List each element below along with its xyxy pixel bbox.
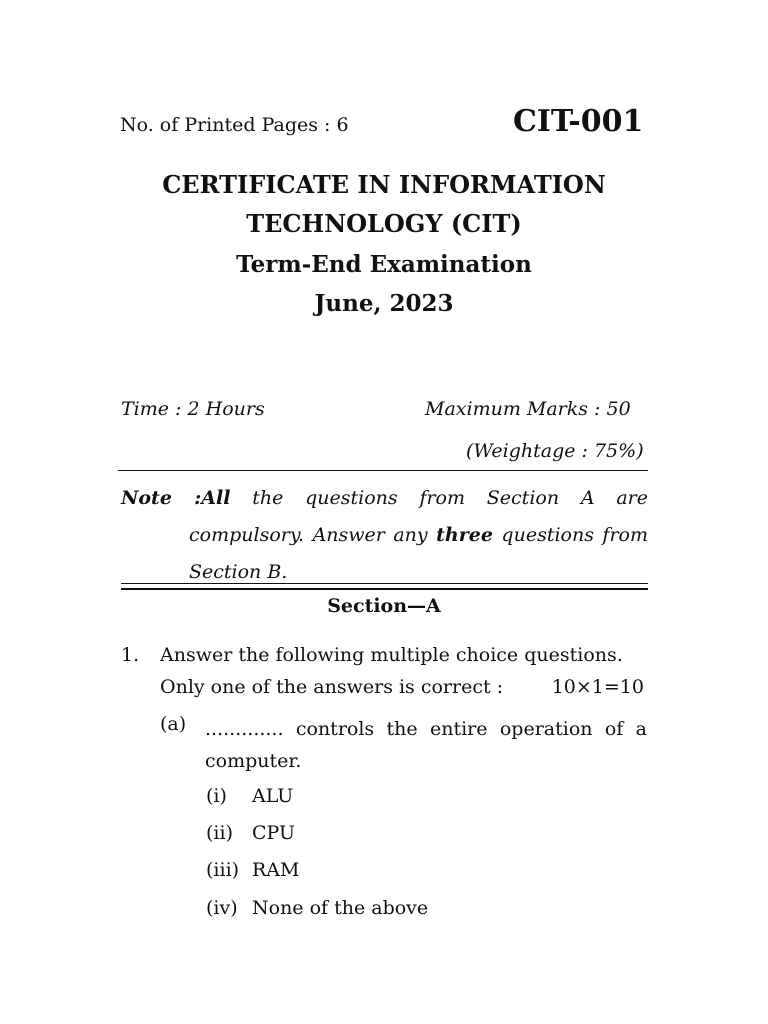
option-number: (iii) <box>206 859 240 881</box>
divider-double-thin <box>121 583 648 584</box>
note-text-2: questions from Section B. <box>189 524 649 583</box>
question-text-line-1: Answer the following multiple choice questions. <box>160 644 623 666</box>
question-number: 1. <box>121 644 140 666</box>
question-marks: 10×1=10 <box>551 676 644 698</box>
option-text: ALU <box>252 785 294 807</box>
note-emphasis-all: All <box>201 487 231 509</box>
option-text: None of the above <box>252 897 429 919</box>
question-instruction: Only one of the answers is correct : <box>160 676 504 698</box>
exam-name: Term-End Examination <box>236 251 532 278</box>
subquestion-label: (a) <box>160 713 187 735</box>
option-number: (iv) <box>206 897 238 919</box>
subquestion-text: ............. controls the entire operation of a computer. <box>205 718 647 772</box>
note-text-1: the questions from Section A are compulsory. Answer any <box>189 487 648 546</box>
option-text: RAM <box>252 859 300 881</box>
printed-pages: No. of Printed Pages : 6 <box>120 114 349 136</box>
course-code: CIT-001 <box>513 104 644 139</box>
title-line-1: CERTIFICATE IN INFORMATION <box>162 170 606 199</box>
maximum-marks: Maximum Marks : 50 <box>425 398 631 420</box>
note-emphasis-three: three <box>436 524 493 546</box>
divider-top <box>118 470 648 471</box>
option-text: CPU <box>252 822 296 844</box>
option-2 <box>206 822 295 844</box>
option-3 <box>206 859 299 881</box>
exam-date: June, 2023 <box>314 290 454 317</box>
question-text-line-2 <box>160 676 647 698</box>
divider-double-thick <box>121 588 648 590</box>
note-text <box>121 480 649 591</box>
section-title: Section—A <box>327 595 441 617</box>
weightage: (Weightage : 75%) <box>466 440 644 462</box>
note-label: Note : <box>121 487 202 509</box>
exam-time: Time : 2 Hours <box>121 398 265 420</box>
option-1 <box>206 785 293 807</box>
title-line-2: TECHNOLOGY (CIT) <box>246 209 522 238</box>
option-number: (i) <box>206 785 227 807</box>
instructions-note <box>121 480 648 591</box>
option-number: (ii) <box>206 822 233 844</box>
option-4 <box>206 897 428 919</box>
